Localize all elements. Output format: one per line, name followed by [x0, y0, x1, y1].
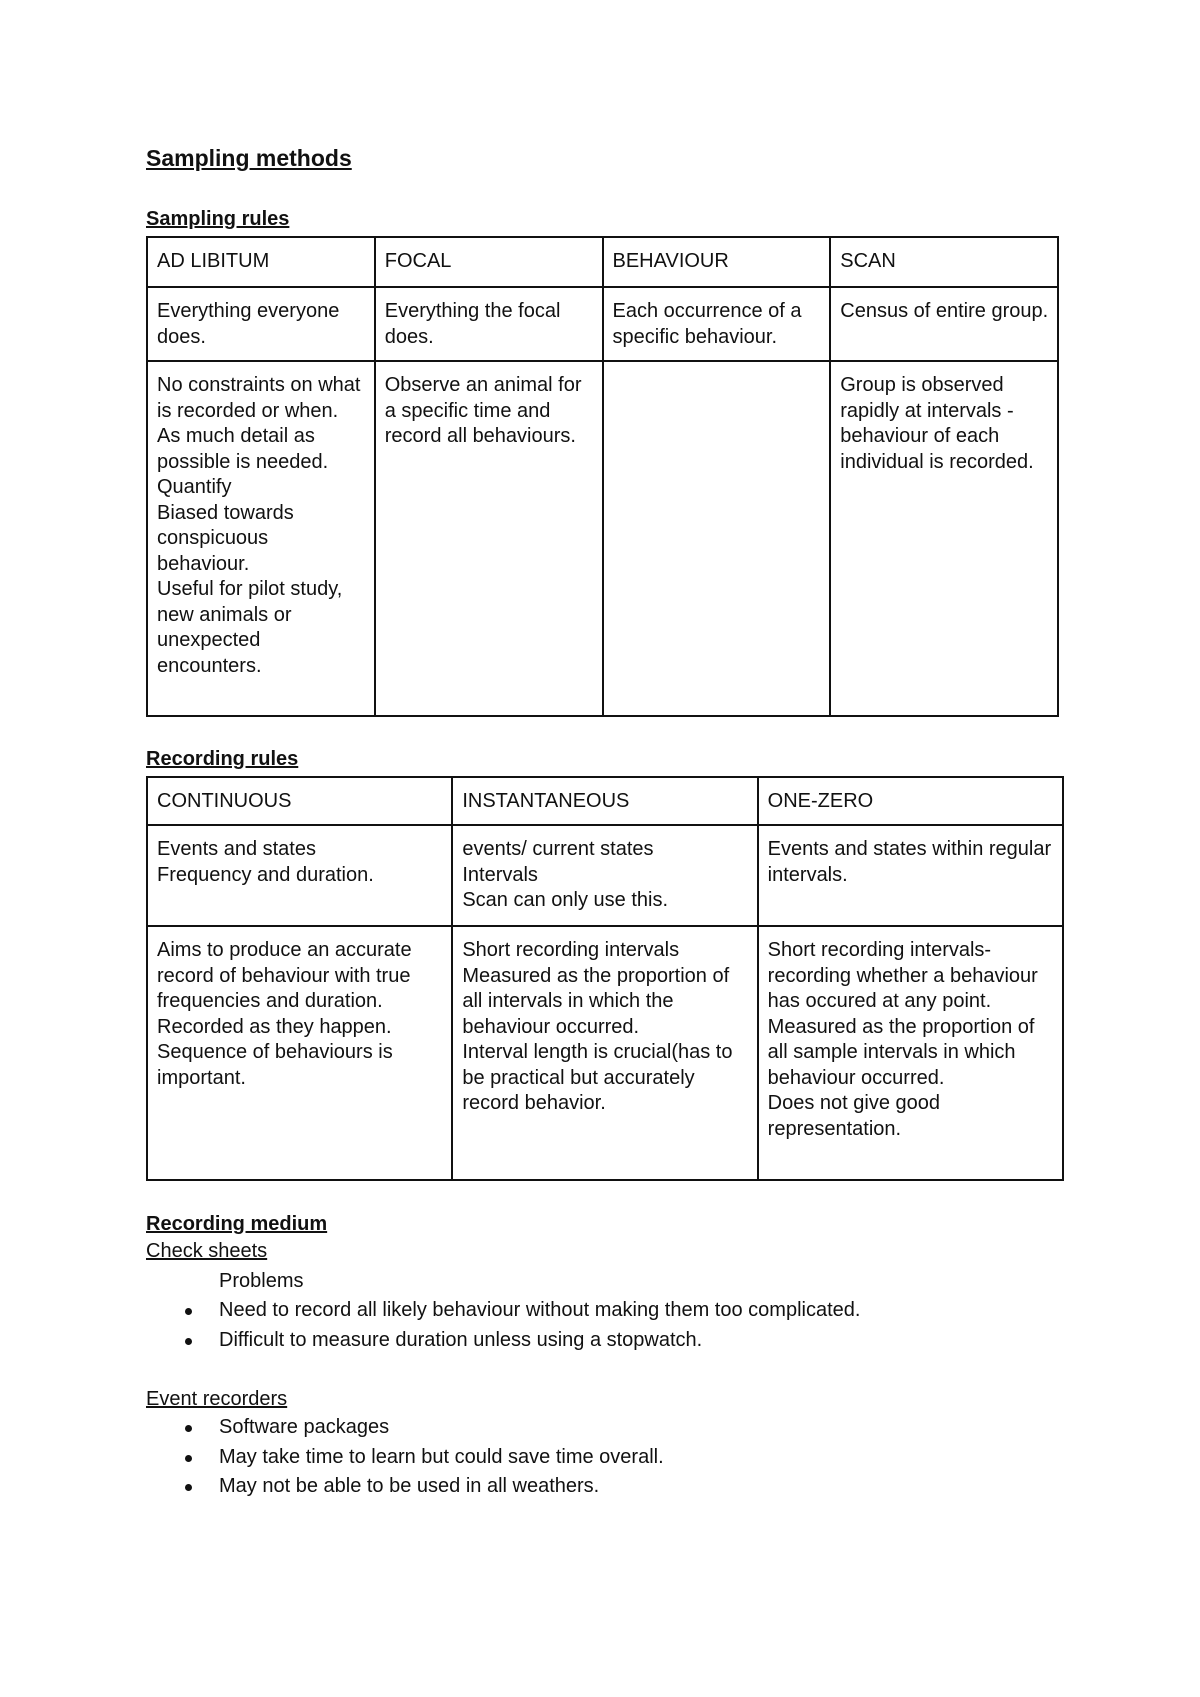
- table-cell: events/ current states Intervals Scan can only use this.: [452, 825, 757, 926]
- list-item-text: Software packages: [219, 1416, 390, 1438]
- list-item-text: May not be able to be used in all weathers.: [219, 1475, 600, 1497]
- list-item: [146, 1296, 860, 1326]
- bullet-icon: [185, 1338, 192, 1345]
- event-recorders-label: Event recorders: [146, 1388, 288, 1410]
- table-header-cell: CONTINUOUS: [147, 777, 452, 825]
- table-cell: No constraints on what is recorded or when. As much detail as possible is needed. Quantify Biased towards conspicuous behaviour. Useful for pilot study, new animals or unexpected encounters.: [147, 361, 375, 716]
- table-row: [147, 825, 1063, 926]
- table-cell: Everything everyone does.: [147, 287, 375, 361]
- bullet-icon: [185, 1308, 192, 1315]
- list-item: [146, 1443, 664, 1473]
- bullet-icon: [185, 1425, 192, 1432]
- check-sheets-list: [146, 1296, 860, 1355]
- table-cell: Census of entire group.: [830, 287, 1058, 361]
- table-row: [147, 361, 1058, 716]
- recording-rules-table: [146, 776, 1064, 1181]
- table-cell: [603, 361, 831, 716]
- check-sheets-label: Check sheets: [146, 1240, 268, 1262]
- recording-medium-heading: Recording medium: [146, 1213, 328, 1235]
- list-item-text: Need to record all likely behaviour without making them too complicated.: [219, 1299, 861, 1321]
- table-header-row: [147, 777, 1063, 825]
- table-header-cell: BEHAVIOUR: [603, 237, 831, 287]
- table-row: [147, 287, 1058, 361]
- recording-rules-heading: Recording rules: [146, 748, 299, 770]
- page-title: Sampling methods: [146, 145, 352, 171]
- sampling-rules-table: [146, 236, 1059, 717]
- table-cell: Everything the focal does.: [375, 287, 603, 361]
- sampling-rules-heading: Sampling rules: [146, 208, 290, 230]
- table-cell: Short recording intervals Measured as the proportion of all intervals in which the behaviour occurred. Interval length is crucial(has to be practical but accurately record behavior.: [452, 926, 757, 1180]
- table-cell: Each occurrence of a specific behaviour.: [603, 287, 831, 361]
- list-item-text: Difficult to measure duration unless using a stopwatch.: [219, 1328, 703, 1351]
- table-cell: Group is observed rapidly at intervals - behaviour of each individual is recorded.: [830, 361, 1058, 716]
- list-item: [146, 1413, 664, 1443]
- table-header-row: [147, 237, 1058, 287]
- bullet-icon: [185, 1455, 192, 1462]
- list-item: [146, 1472, 664, 1502]
- table-header-cell: INSTANTANEOUS: [452, 777, 757, 825]
- table-cell: Aims to produce an accurate record of behaviour with true frequencies and duration. Recorded as they happen. Sequence of behaviours is important.: [147, 926, 452, 1180]
- bullet-icon: [185, 1484, 192, 1491]
- table-header-cell: SCAN: [830, 237, 1058, 287]
- table-cell: Observe an animal for a specific time and record all behaviours.: [375, 361, 603, 716]
- list-item-text: May take time to learn but could save time overall.: [219, 1445, 664, 1468]
- table-row: [147, 926, 1063, 1180]
- table-cell: Events and states within regular intervals.: [758, 825, 1063, 926]
- table-header-cell: ONE-ZERO: [758, 777, 1063, 825]
- problems-label: Problems: [219, 1270, 304, 1292]
- table-cell: Short recording intervals- recording whether a behaviour has occured at any point. Measured as the proportion of all sample intervals in which behaviour occurred. Does not give good representation.: [758, 926, 1063, 1180]
- table-header-cell: FOCAL: [375, 237, 603, 287]
- event-recorders-list: [146, 1413, 664, 1502]
- table-header-cell: AD LIBITUM: [147, 237, 375, 287]
- table-cell: Events and states Frequency and duration.: [147, 825, 452, 926]
- list-item: [146, 1326, 860, 1356]
